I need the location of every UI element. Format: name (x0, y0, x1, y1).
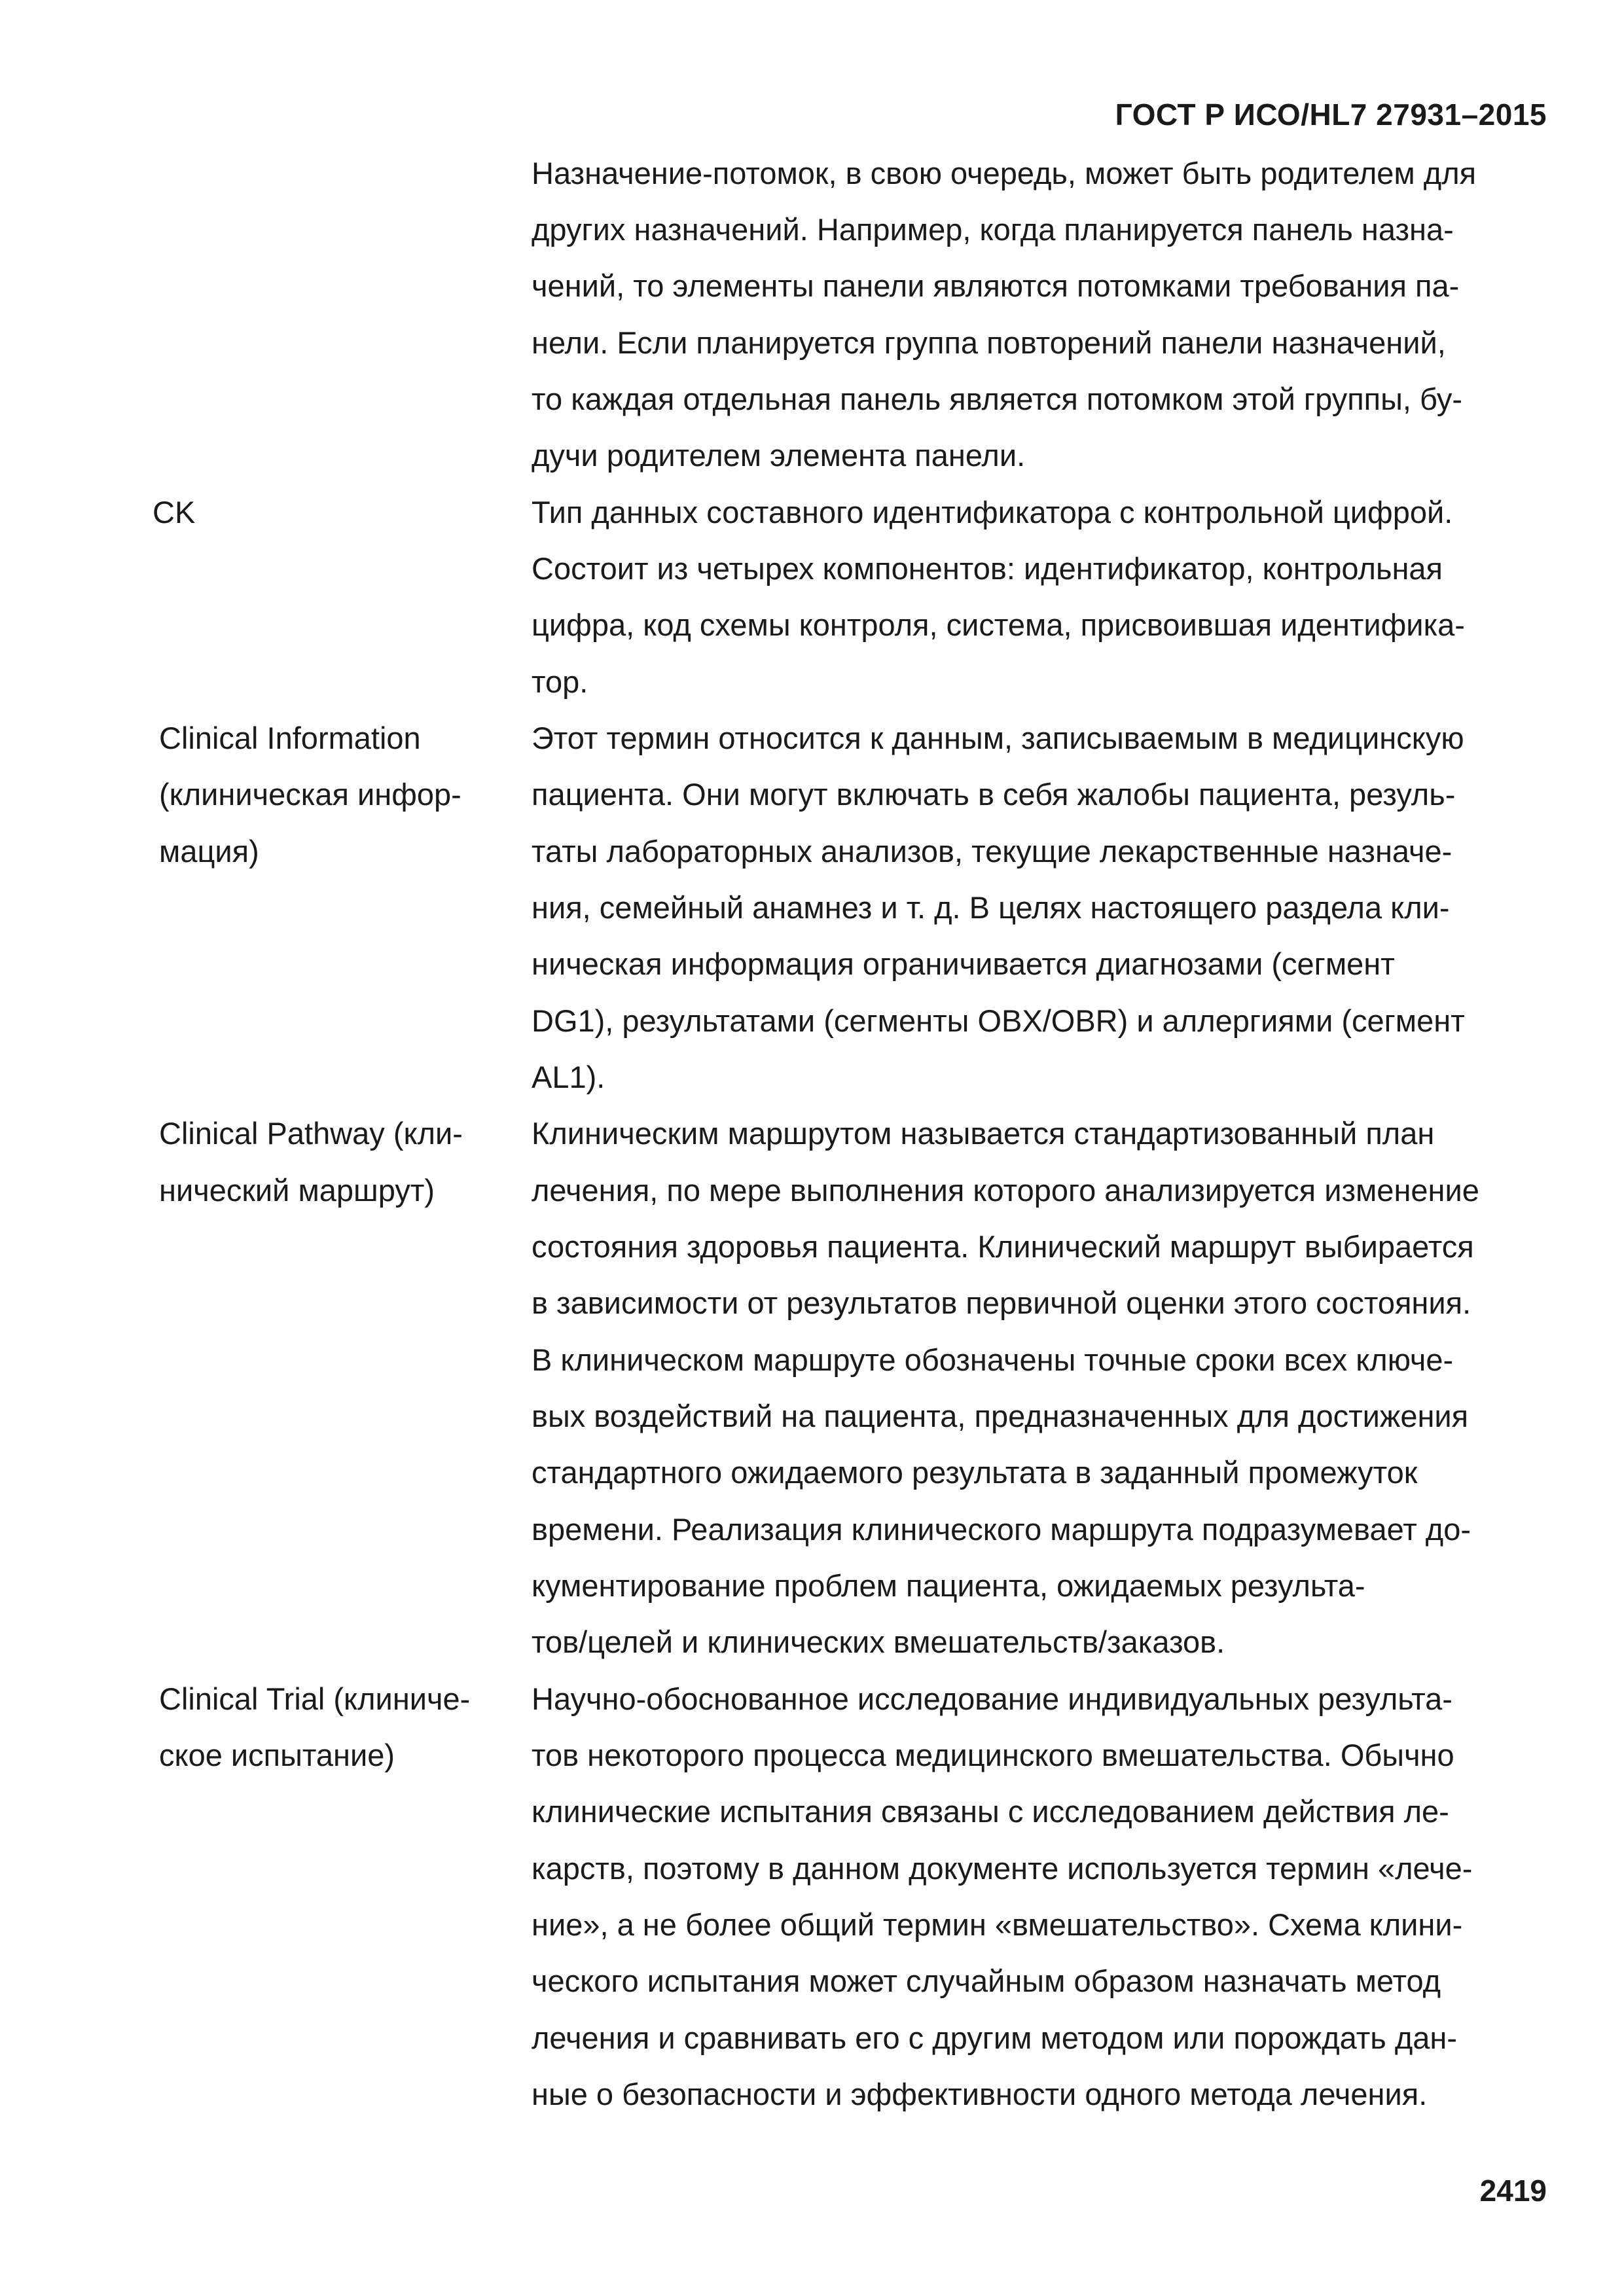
intro-line: Назначение-потомок, в свою очередь, может быть родителем для (532, 156, 1477, 190)
definition-line: Научно-обоснованное исследование индивидуальных результа- (532, 1681, 1453, 1716)
definition-line: ние», а не более общий термин «вмешательство». Схема клини- (532, 1907, 1463, 1942)
glossary-term-line: Clinical Information (159, 721, 421, 755)
glossary-term-line: Clinical Trial (клиниче- (159, 1681, 471, 1716)
definition-line: ния, семейный анамнез и т. д. В целях настоящего раздела кли- (532, 890, 1450, 925)
glossary-term-line: ское испытание) (159, 1738, 395, 1772)
definition-line: тор. (532, 664, 588, 699)
definition-line: ническая информация ограничивается диагнозами (сегмент (532, 946, 1395, 981)
intro-line: чений, то элементы панели являются потомками требования па- (532, 268, 1460, 303)
intro-line: других назначений. Например, когда планируется панель назна- (532, 212, 1454, 247)
glossary-term-line: Clinical Pathway (кли- (159, 1116, 463, 1151)
definition-line: состояния здоровья пациента. Клинический маршрут выбирается (532, 1229, 1474, 1264)
glossary-term-line: мация) (159, 834, 259, 869)
definition-line: тов/целей и клинических вмешательств/заказов. (532, 1624, 1225, 1659)
intro-line: то каждая отдельная панель является потомком этой группы, бу- (532, 382, 1463, 416)
definition-line: тов некоторого процесса медицинского вмешательства. Обычно (532, 1738, 1454, 1772)
definition-line: В клиническом маршруте обозначены точные сроки всех ключе- (532, 1342, 1454, 1377)
definition-line: карств, поэтому в данном документе используется термин «лече- (532, 1851, 1473, 1886)
definition-line: кументирование проблем пациента, ожидаемых результа- (532, 1568, 1365, 1603)
definition-line: Клиническим маршрутом называется стандартизованный план (532, 1116, 1435, 1151)
definition-line: AL1). (532, 1060, 605, 1094)
definition-line: DG1), результатами (сегменты OBX/OBR) и аллергиями (сегмент (532, 1003, 1465, 1038)
definition-line: таты лабораторных анализов, текущие лекарственные назначе- (532, 834, 1453, 869)
intro-line: нели. Если планируется группа повторений панели назначений, (532, 325, 1446, 360)
page-number: 2419 (1479, 2174, 1547, 2208)
glossary-term-line: нический маршрут) (159, 1173, 435, 1208)
definition-line: ные о безопасности и эффективности одного метода лечения. (532, 2077, 1428, 2111)
definition-line: Тип данных составного идентификатора с контрольной цифрой. (532, 495, 1453, 529)
definition-line: вых воздействий на пациента, предназначенных для достижения (532, 1399, 1469, 1433)
intro-line: дучи родителем элемента панели. (532, 438, 1026, 473)
definition-line: ческого испытания может случайным образом назначать метод (532, 1964, 1441, 1998)
glossary-term-line: (клиническая инфор- (159, 777, 461, 812)
definition-line: в зависимости от результатов первичной оценки этого состояния. (532, 1285, 1471, 1320)
definition-line: стандартного ожидаемого результата в заданный промежуток (532, 1455, 1418, 1490)
definition-line: лечения и сравнивать его с другим методом или порождать дан- (532, 2020, 1458, 2055)
definition-line: Состоит из четырех компонентов: идентификатор, контрольная (532, 551, 1443, 586)
glossary-term-line: CK (153, 495, 196, 529)
definition-line: лечения, по мере выполнения которого анализируется изменение (532, 1173, 1479, 1208)
document-standard-header: ГОСТ Р ИСО/HL7 27931–2015 (1115, 98, 1547, 132)
definition-line: времени. Реализация клинического маршрута подразумевает до- (532, 1512, 1471, 1547)
definition-line: Этот термин относится к данным, записываемым в медицинскую (532, 721, 1464, 755)
definition-line: пациента. Они могут включать в себя жалобы пациента, резуль- (532, 777, 1456, 812)
definition-line: клинические испытания связаны с исследованием действия ле- (532, 1794, 1449, 1829)
definition-line: цифра, код схемы контроля, система, присвоившая идентифика- (532, 607, 1465, 642)
